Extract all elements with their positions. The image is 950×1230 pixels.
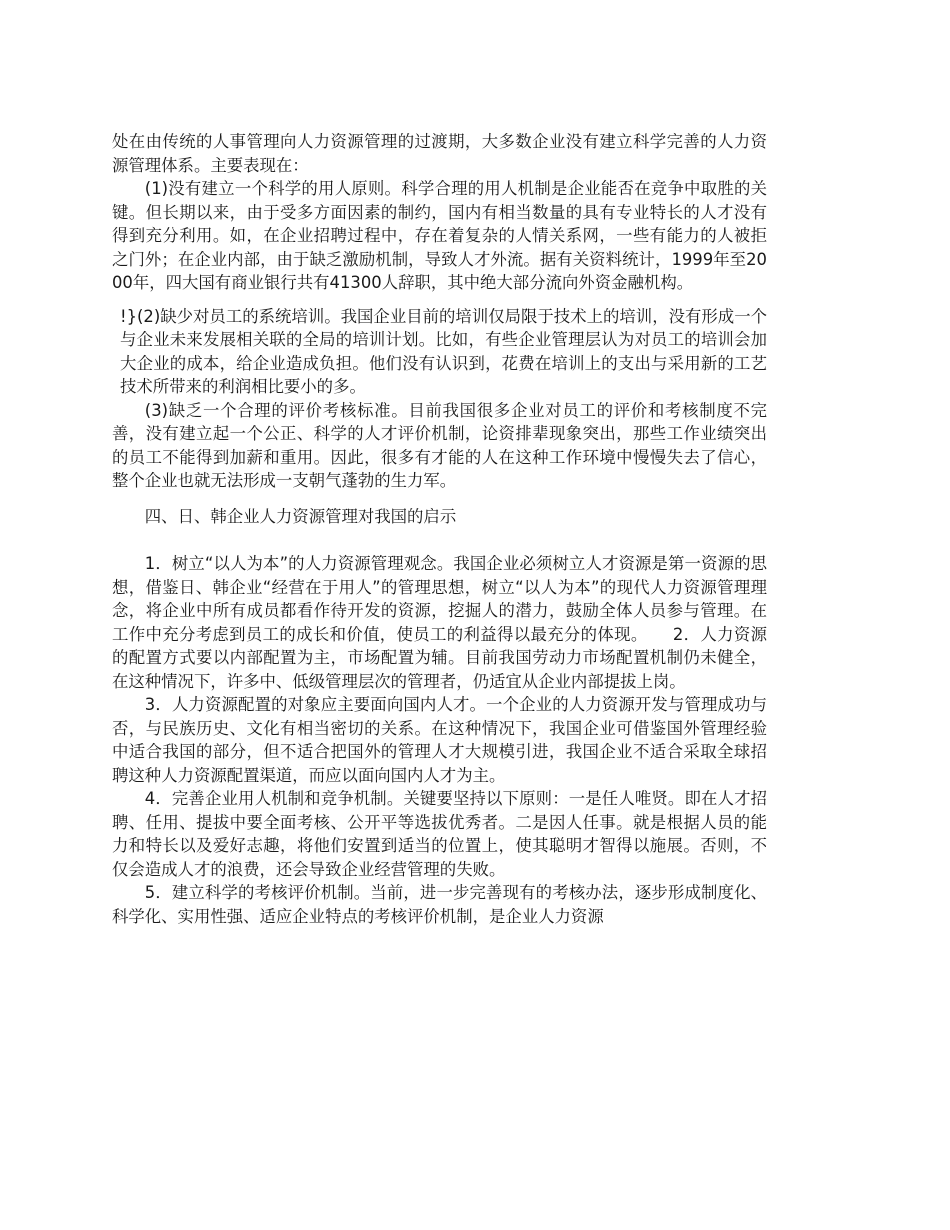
document-page bbox=[112, 130, 767, 928]
point-2-paragraph: !}(2)缺少对员工的系统培训。我国企业目前的培训仅局限于技术上的培训，没有形成一个与企业未来发展相关联的全局的培训计划。比如，有些企业管理层认为对员工的培训会加大企业的成本，给企业造成负担。他们没有认识到，花费在培训上的支出与采用新的工艺技术所带来的利润相比要小的多。 bbox=[120, 306, 767, 396]
intro-paragraph: 处在由传统的人事管理向人力资源管理的过渡期，大多数企业没有建立科学完善的人力资源管理体系。主要表现在： bbox=[112, 132, 767, 175]
item-4-paragraph: 4．完善企业用人机制和竞争机制。关键要坚持以下原则：一是任人唯贤。即在人才招聘、任用、提拔中要全面考核、公开平等选拔优秀者。二是因人任事。就是根据人员的能力和特长以及爱好志趣，将他们安置到适当的位置上，使其聪明才智得以施展。否则，不仅会造成人才的浪费，还会导致企业经营管理的失败。 bbox=[112, 789, 767, 879]
point-3-paragraph: (3)缺乏一个合理的评价考核标准。目前我国很多企业对员工的评价和考核制度不完善，没有建立起一个公正、科学的人才评价机制，论资排辈现象突出，那些工作业绩突出的员工不能得到加薪和重用。因此，很多有才能的人在这种工作环境中慢慢失去了信心，整个企业也就无法形成一支朝气蓬勃的生力军。 bbox=[112, 400, 767, 490]
item-5-paragraph: 5．建立科学的考核评价机制。当前，进一步完善现有的考核办法，逐步形成制度化、科学化、实用性强、适应企业特点的考核评价机制，是企业人力资源 bbox=[112, 883, 767, 926]
item-1-2-paragraph: 1．树立“以人为本”的人力资源管理观念。我国企业必须树立人才资源是第一资源的思想，借鉴日、韩企业“经营在于用人”的管理思想，树立“以人为本”的现代人力资源管理理念，将企业中所有成员都看作待开发的资源，挖掘人的潜力，鼓励全体人员参与管理。在工作中充分考虑到员工的成长和价值，使员工的利益得以最充分的体现。 2．人力资源的配置方式要以内部配置为主，市场配置为辅。目前我国劳动力市场配置机制仍未健全，在这种情况下，许多中、低级管理层次的管理者，仍适宜从企业内部提拔上岗。 bbox=[112, 554, 767, 691]
point-1-paragraph: (1)没有建立一个科学的用人原则。科学合理的用人机制是企业能否在竞争中取胜的关键。但长期以来，由于受多方面因素的制约，国内有相当数量的具有专业特长的人才没有得到充分利用。如，在企业招聘过程中，存在着复杂的人情关系网，一些有能力的人被拒之门外；在企业内部，由于缺乏激励机制，导致人才外流。据有关资料统计，1999年至2000年，四大国有商业银行共有41300人辞职，其中绝大部分流向外资金融机构。 bbox=[112, 179, 767, 292]
item-3-paragraph: 3．人力资源配置的对象应主要面向国内人才。一个企业的人力资源开发与管理成功与否，与民族历史、文化有相当密切的关系。在这种情况下，我国企业可借鉴国外管理经验中适合我国的部分，但不适合把国外的管理人才大规模引进，我国企业不适合采取全球招聘这种人力资源配置渠道，而应以面向国内人才为主。 bbox=[112, 695, 767, 785]
section-heading: 四、日、韩企业人力资源管理对我国的启示 bbox=[144, 506, 457, 526]
